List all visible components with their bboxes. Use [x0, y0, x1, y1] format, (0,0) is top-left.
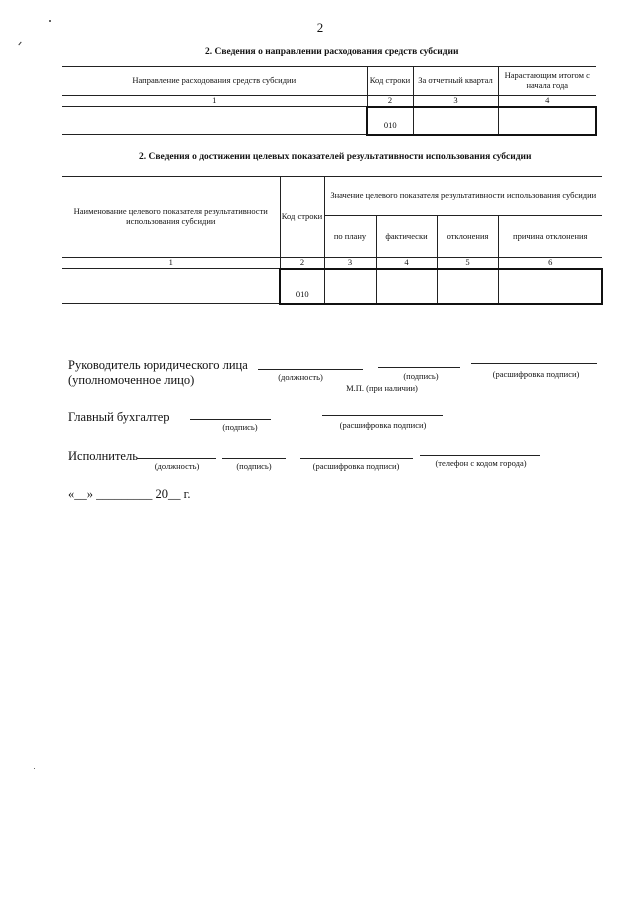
header-direction: Направление расходования средств субсидии: [62, 67, 367, 96]
signature-caption: (подпись): [222, 422, 258, 432]
deviation-value-cell[interactable]: [437, 269, 498, 304]
header-quarter: За отчетный квартал: [413, 67, 498, 96]
direction-cell[interactable]: [62, 107, 367, 135]
executor-label: Исполнитель: [68, 449, 138, 463]
actual-value-cell[interactable]: [376, 269, 437, 304]
header-actual: фактически: [376, 216, 437, 258]
scan-speck: [49, 20, 51, 22]
col-number-3: 3: [413, 96, 498, 107]
chief-accountant-label: Главный бухгалтер: [68, 410, 170, 424]
signature-caption: (подпись): [236, 461, 272, 471]
stamp-note: М.П. (при наличии): [346, 383, 418, 393]
col-number-2: 2: [280, 258, 324, 269]
position-caption: (должность): [154, 461, 200, 471]
col-number-1: 1: [62, 258, 280, 269]
quarter-value-cell[interactable]: [413, 107, 498, 135]
col-number-4: 4: [498, 96, 596, 107]
col-number-4: 4: [376, 258, 437, 269]
header-cumulative: Нарастающим итогом с начала года: [498, 67, 596, 96]
section1-title: 2. Сведения о направлении расходования средств субсидии: [205, 47, 459, 57]
decoding-caption: (расшифровка подписи): [492, 369, 580, 379]
scan-speck: [34, 768, 35, 769]
row-code: 010: [280, 269, 324, 304]
header-code: Код строки: [367, 67, 413, 96]
col-number-3: 3: [324, 258, 376, 269]
row-code: 010: [367, 107, 413, 135]
header-indicator-name: Наименование целевого показателя результативности использования субсидии: [62, 177, 280, 258]
header-reason: причина отклонения: [498, 216, 602, 258]
executor-signature-line[interactable]: [222, 458, 286, 459]
chief-decoding-line[interactable]: [322, 415, 443, 416]
head-decoding-line[interactable]: [471, 363, 597, 364]
executor-decoding-line[interactable]: [300, 458, 413, 459]
section2-title: 2. Сведения о достижении целевых показателей результативности использования субсидии: [139, 152, 532, 162]
header-value-group: Значение целевого показателя результативности использования субсидии: [324, 177, 602, 216]
performance-indicators-table: [62, 176, 603, 305]
phone-caption: (телефон с кодом города): [435, 458, 527, 468]
col-number-6: 6: [498, 258, 602, 269]
page-number: 2: [316, 20, 324, 35]
cumulative-value-cell[interactable]: [498, 107, 596, 135]
decoding-caption: (расшифровка подписи): [312, 461, 400, 471]
decoding-caption: (расшифровка подписи): [339, 420, 427, 430]
head-title-note: (уполномоченное лицо): [68, 373, 195, 387]
scan-mark: [18, 42, 21, 46]
header-plan: по плану: [324, 216, 376, 258]
header-code: Код строки: [280, 177, 324, 258]
subsidy-spending-table: [62, 66, 597, 136]
executor-position-line[interactable]: [137, 458, 216, 459]
position-caption: (должность): [278, 372, 323, 382]
date-field[interactable]: «__» _________ 20__ г.: [68, 487, 191, 501]
header-deviation: отклонения: [437, 216, 498, 258]
head-signature-line[interactable]: [378, 367, 460, 368]
head-position-line[interactable]: [258, 369, 363, 370]
col-number-2: 2: [367, 96, 413, 107]
chief-signature-line[interactable]: [190, 419, 271, 420]
plan-value-cell[interactable]: [324, 269, 376, 304]
signature-caption: (подпись): [403, 371, 439, 381]
reason-value-cell[interactable]: [498, 269, 602, 304]
col-number-5: 5: [437, 258, 498, 269]
executor-phone-line[interactable]: [420, 455, 540, 456]
head-title: Руководитель юридического лица: [68, 358, 248, 372]
indicator-name-cell[interactable]: [62, 269, 280, 304]
col-number-1: 1: [62, 96, 367, 107]
